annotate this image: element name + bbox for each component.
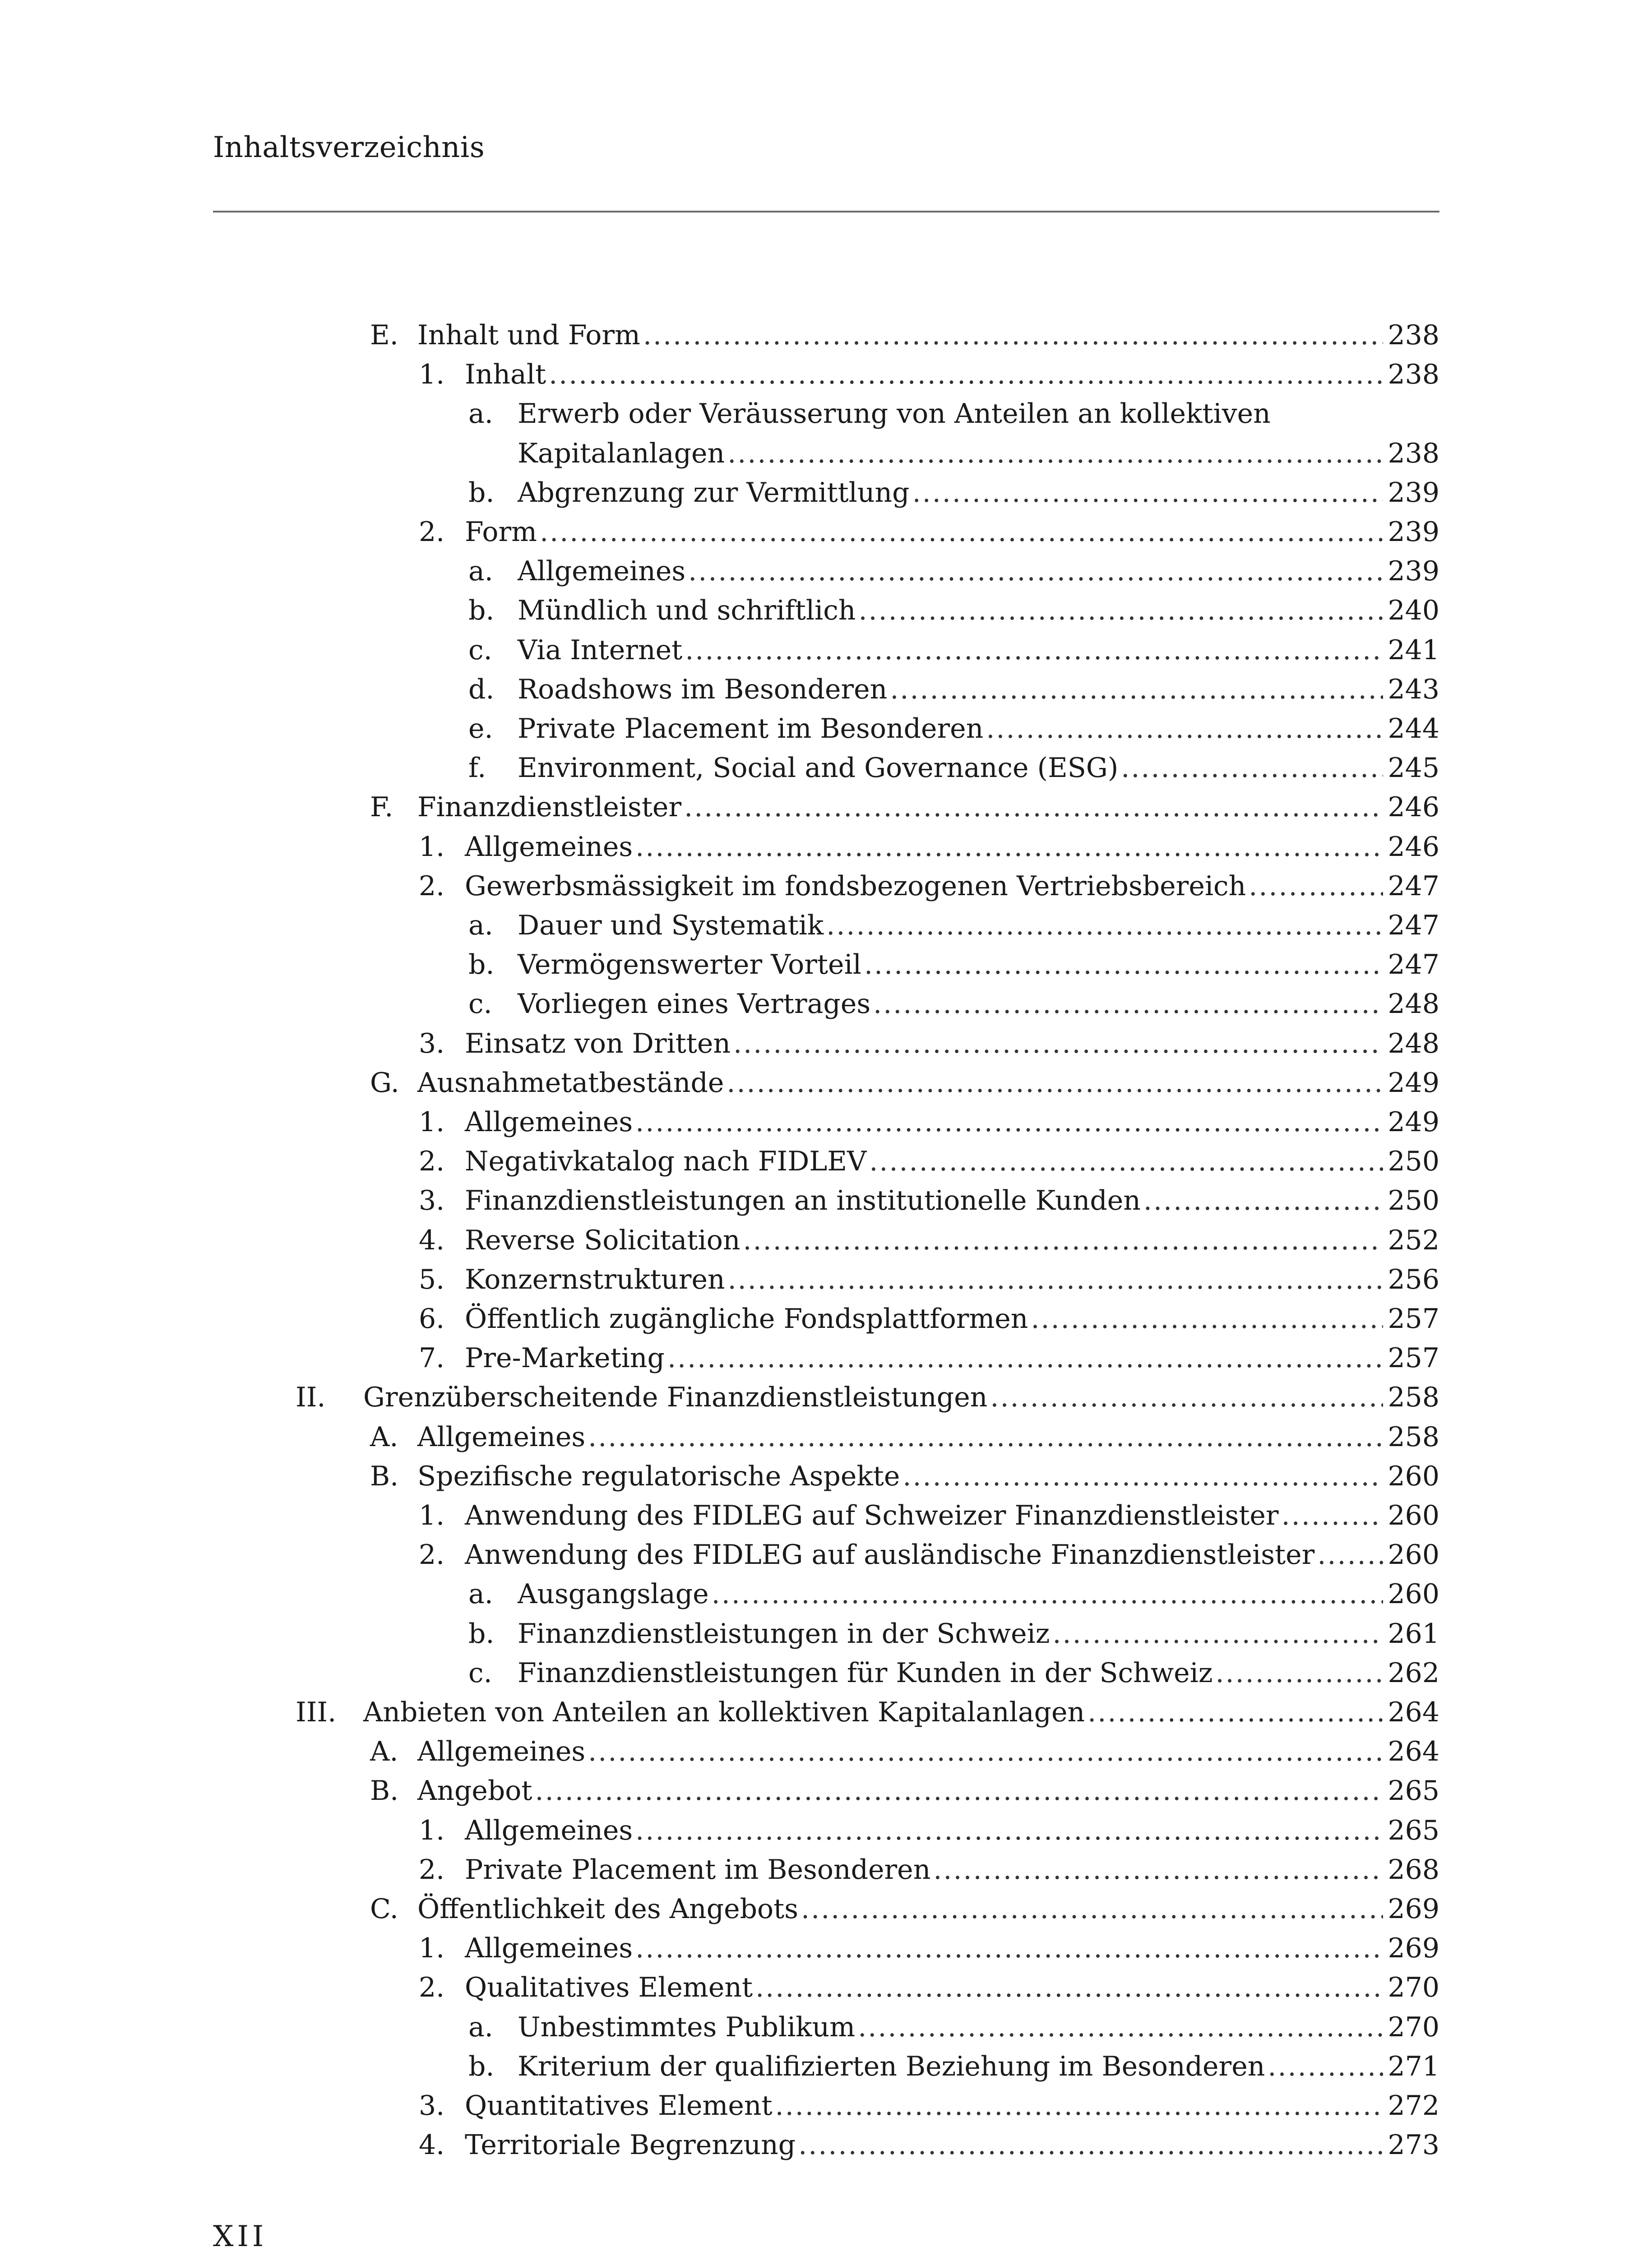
toc-entry-page: 239 <box>1388 555 1439 587</box>
toc-entry-page: 270 <box>1388 1972 1439 2004</box>
toc-entry-content <box>417 1732 1439 1771</box>
toc-entry-content <box>518 2047 1439 2086</box>
toc-entry-content <box>465 1968 1439 2007</box>
dot-leader <box>727 1063 1383 1102</box>
toc-entry-page: 262 <box>1388 1657 1439 1689</box>
page-number: XII <box>213 2220 268 2253</box>
toc-entry-number: 2. <box>419 1146 445 1178</box>
toc-entry-title: Allgemeines <box>518 555 686 587</box>
toc-entry[interactable] <box>0 906 1652 945</box>
toc-entry-content <box>518 749 1439 787</box>
toc-entry-title: Kriterium der qualifizierten Beziehung im Besonderen <box>518 2050 1265 2082</box>
toc-entry[interactable] <box>0 434 1652 473</box>
toc-entry[interactable] <box>0 1732 1652 1771</box>
toc-entry-number: 1. <box>419 831 445 863</box>
toc-entry-content <box>465 1024 1439 1063</box>
dot-leader <box>712 1575 1384 1613</box>
toc-entry-content <box>518 394 1271 433</box>
toc-entry-content <box>465 1339 1439 1378</box>
toc-entry-page: 261 <box>1388 1618 1439 1650</box>
toc-entry[interactable] <box>0 1221 1652 1260</box>
toc-entry-title: Gewerbsmässigkeit im fondsbezogenen Vertriebsbereich <box>465 870 1246 902</box>
toc-entry-content <box>518 552 1439 591</box>
toc-entry-content <box>518 1614 1439 1653</box>
toc-entry-number: 5. <box>419 1263 445 1295</box>
toc-entry-number: 2. <box>419 1539 445 1571</box>
toc-entry-content <box>518 434 1439 473</box>
toc-entry-number: C. <box>370 1893 398 1925</box>
toc-entry-number: c. <box>468 634 492 666</box>
toc-entry-page: 260 <box>1388 1578 1439 1610</box>
dot-leader <box>1031 1299 1383 1338</box>
toc-entry-number: 2. <box>419 870 445 902</box>
toc-entry-content <box>465 1850 1439 1889</box>
toc-entry-page: 264 <box>1388 1736 1439 1768</box>
running-header: Inhaltsverzeichnis <box>213 131 485 164</box>
toc-entry-number: II. <box>296 1382 326 1414</box>
toc-entry[interactable] <box>0 355 1652 394</box>
toc-entry-number: B. <box>370 1775 399 1807</box>
toc-entry-number: e. <box>468 713 493 744</box>
dot-leader <box>858 591 1383 630</box>
toc-entry-content <box>465 1535 1439 1574</box>
toc-entry-page: 248 <box>1388 988 1439 1020</box>
toc-entry-page: 249 <box>1388 1067 1439 1099</box>
dot-leader <box>535 1771 1384 1810</box>
toc-entry-number: b. <box>468 2050 495 2082</box>
toc-entry-content <box>465 1299 1439 1338</box>
toc-entry-title: Private Placement im Besonderen <box>518 713 984 744</box>
toc-entry[interactable] <box>0 1693 1652 1732</box>
toc-entry[interactable] <box>0 1929 1652 1968</box>
toc-entry[interactable] <box>0 473 1652 512</box>
toc-entry-number: 4. <box>419 2129 445 2161</box>
toc-entry-page: 265 <box>1388 1775 1439 1807</box>
toc-entry-number: d. <box>468 673 495 705</box>
toc-entry-number: E. <box>370 319 398 351</box>
dot-leader <box>986 709 1383 748</box>
toc-entry-content <box>363 1378 1439 1417</box>
dot-leader <box>1121 749 1383 787</box>
toc-entry-content <box>518 473 1439 512</box>
toc-entry[interactable] <box>0 1063 1652 1102</box>
toc-entry-title: Quantitatives Element <box>465 2090 773 2122</box>
toc-entry-page: 269 <box>1388 1893 1439 1925</box>
toc-entry[interactable] <box>0 709 1652 748</box>
toc-entry-content <box>465 1929 1439 1968</box>
toc-entry-content <box>518 591 1439 630</box>
toc-entry-title: Pre-Marketing <box>465 1342 665 1374</box>
toc-entry-content <box>518 906 1439 945</box>
toc-entry-title: Private Placement im Besonderen <box>465 1854 931 1886</box>
toc-entry[interactable] <box>0 2008 1652 2047</box>
toc-entry-content <box>465 1260 1439 1299</box>
dot-leader <box>1282 1496 1384 1535</box>
toc-entry[interactable] <box>0 1260 1652 1299</box>
dot-leader <box>798 2126 1383 2164</box>
toc-entry[interactable] <box>0 788 1652 827</box>
toc-entry[interactable] <box>0 1378 1652 1417</box>
dot-leader <box>540 513 1383 551</box>
toc-entry-content <box>417 1771 1439 1810</box>
toc-entry-content <box>417 1890 1439 1928</box>
toc-entry-page: 265 <box>1388 1814 1439 1846</box>
toc-entry-number: 2. <box>419 516 445 548</box>
toc-entry-title: Grenzüberscheitende Finanzdienstleistungen <box>363 1382 988 1414</box>
toc-entry[interactable] <box>0 670 1652 709</box>
toc-entry-title: Allgemeines <box>465 1814 633 1846</box>
toc-entry-content <box>417 1457 1439 1496</box>
toc-entry-number: 4. <box>419 1224 445 1256</box>
dot-leader <box>1215 1654 1383 1692</box>
dot-leader <box>635 1103 1383 1142</box>
dot-leader <box>933 1850 1383 1889</box>
toc-entry-title: Vermögenswerter Vorteil <box>518 949 861 981</box>
toc-entry-number: F. <box>370 791 393 823</box>
toc-entry-page: 240 <box>1388 595 1439 627</box>
toc-entry-number: 3. <box>419 1027 445 1059</box>
dot-leader <box>733 1024 1383 1063</box>
toc-entry-page: 247 <box>1388 870 1439 902</box>
toc-entry-content <box>465 828 1439 866</box>
toc-entry-number: 1. <box>419 1500 445 1531</box>
toc-entry-content <box>417 1063 1439 1102</box>
toc-entry-number: a. <box>468 398 493 430</box>
toc-entry-title: Öffentlichkeit des Angebots <box>417 1893 799 1925</box>
dot-leader <box>635 828 1383 866</box>
toc-entry-title: Reverse Solicitation <box>465 1224 740 1256</box>
toc-entry-title: Finanzdienstleistungen in der Schweiz <box>518 1618 1050 1650</box>
toc-entry-number: G. <box>370 1067 399 1099</box>
toc-entry-page: 258 <box>1388 1421 1439 1453</box>
toc-entry-title: Erwerb oder Veräusserung von Anteilen an kollektiven <box>518 398 1271 430</box>
toc-entry-title: Unbestimmtes Publikum <box>518 2011 856 2043</box>
toc-entry[interactable] <box>0 2047 1652 2086</box>
dot-leader <box>684 788 1383 827</box>
toc-entry-page: 273 <box>1388 2129 1439 2161</box>
toc-entry-page: 250 <box>1388 1146 1439 1178</box>
toc-entry[interactable] <box>0 1339 1652 1378</box>
dot-leader <box>990 1378 1383 1417</box>
toc-entry-page: 246 <box>1388 831 1439 863</box>
toc-entry-content <box>465 1496 1439 1535</box>
toc-entry[interactable] <box>0 749 1652 787</box>
toc-entry-title: Allgemeines <box>465 1932 633 1965</box>
toc-entry[interactable] <box>0 985 1652 1023</box>
toc-entry-title: Roadshows im Besonderen <box>518 673 888 705</box>
dot-leader <box>1052 1614 1383 1653</box>
toc-entry[interactable] <box>0 1103 1652 1142</box>
toc-entry[interactable] <box>0 1890 1652 1928</box>
toc-entry-page: 247 <box>1388 910 1439 941</box>
toc-entry-content <box>465 2086 1439 2125</box>
toc-entry-page: 249 <box>1388 1106 1439 1138</box>
toc-entry-content <box>417 1418 1439 1456</box>
toc-entry[interactable] <box>0 1535 1652 1574</box>
dot-leader <box>890 670 1383 709</box>
toc-entry-title: Qualitatives Element <box>465 1972 753 2004</box>
toc-entry-title: Inhalt <box>465 359 546 391</box>
toc-entry[interactable] <box>0 1575 1652 1613</box>
toc-entry-number: 1. <box>419 1814 445 1846</box>
toc-entry-number: A. <box>370 1421 398 1453</box>
toc-entry[interactable] <box>0 1142 1652 1181</box>
toc-entry[interactable] <box>0 1299 1652 1338</box>
toc-entry-content <box>465 513 1439 551</box>
toc-entry-number: B. <box>370 1460 399 1492</box>
toc-entry[interactable] <box>0 513 1652 551</box>
toc-entry-title: Abgrenzung zur Vermittlung <box>518 476 910 509</box>
dot-leader <box>635 1929 1383 1968</box>
dot-leader <box>858 2008 1383 2047</box>
toc-entry[interactable] <box>0 945 1652 984</box>
toc-entry-title: Vorliegen eines Vertrages <box>518 988 871 1020</box>
toc-entry-content <box>465 1221 1439 1260</box>
toc-entry-page: 257 <box>1388 1342 1439 1374</box>
dot-leader <box>728 1260 1384 1299</box>
toc-entry-title: Finanzdienstleistungen an institutionelle Kunden <box>465 1185 1141 1217</box>
dot-leader <box>864 945 1384 984</box>
toc-entry-number: b. <box>468 1618 495 1650</box>
toc-entry-page: 264 <box>1388 1697 1439 1728</box>
toc-entry-title: Anwendung des FIDLEG auf ausländische Finanzdienstleister <box>465 1539 1315 1571</box>
toc-entry-title: Einsatz von Dritten <box>465 1027 731 1059</box>
toc-entry[interactable] <box>0 1850 1652 1889</box>
toc-entry-page: 239 <box>1388 476 1439 509</box>
toc-entry-content <box>518 1654 1439 1692</box>
dot-leader <box>1143 1181 1384 1220</box>
toc-entry-title: Via Internet <box>518 634 683 666</box>
toc-entry-content <box>518 709 1439 748</box>
dot-leader <box>869 1142 1383 1181</box>
toc-entry-page: 238 <box>1388 437 1439 469</box>
dot-leader <box>1249 867 1383 906</box>
toc-entry[interactable] <box>0 828 1652 866</box>
toc-entry-page: 256 <box>1388 1263 1439 1295</box>
toc-entry-number: 2. <box>419 1972 445 2004</box>
toc-entry-page: 252 <box>1388 1224 1439 1256</box>
dot-leader <box>873 985 1383 1023</box>
toc-entry-content <box>417 316 1439 355</box>
toc-entry-title: Konzernstrukturen <box>465 1263 725 1295</box>
toc-entry-content <box>518 670 1439 709</box>
toc-entry-number: a. <box>468 910 493 941</box>
toc-entry[interactable] <box>0 1024 1652 1063</box>
dot-leader <box>912 473 1384 512</box>
toc-entry-number: 1. <box>419 1932 445 1965</box>
toc-entry-number: 3. <box>419 2090 445 2122</box>
toc-entry-number: 2. <box>419 1854 445 1886</box>
toc-entry-page: 245 <box>1388 752 1439 784</box>
toc-entry-title: Dauer und Systematik <box>518 910 824 941</box>
dot-leader <box>588 1732 1383 1771</box>
toc-entry[interactable] <box>0 1771 1652 1810</box>
toc-entry-number: a. <box>468 555 493 587</box>
toc-entry[interactable] <box>0 631 1652 670</box>
dot-leader <box>588 1418 1383 1456</box>
toc-entry-title: Allgemeines <box>465 831 633 863</box>
dot-leader <box>1317 1535 1383 1574</box>
toc-entry-number: 3. <box>419 1185 445 1217</box>
dot-leader <box>667 1339 1384 1378</box>
toc-entry-title: Inhalt und Form <box>417 319 640 351</box>
toc-entry-content <box>465 355 1439 394</box>
toc-entry[interactable] <box>0 1654 1652 1692</box>
toc-entry-content <box>465 1103 1439 1142</box>
toc-entry-content <box>417 788 1439 827</box>
toc-entry-title: Anbieten von Anteilen an kollektiven Kapitalanlagen <box>363 1697 1085 1728</box>
toc-entry-page: 257 <box>1388 1303 1439 1335</box>
toc-entry-number: 6. <box>419 1303 445 1335</box>
toc-entry-content <box>363 1693 1439 1732</box>
toc-entry-title: Finanzdienstleistungen für Kunden in der Schweiz <box>518 1657 1213 1689</box>
toc-entry-title: Kapitalanlagen <box>518 437 725 469</box>
toc-entry-title: Ausnahmetatbestände <box>417 1067 724 1099</box>
toc-entry-page: 238 <box>1388 319 1439 351</box>
toc-entry-title: Angebot <box>417 1775 532 1807</box>
toc-entry-title: Environment, Social and Governance (ESG) <box>518 752 1119 784</box>
toc-entry-number: b. <box>468 949 495 981</box>
toc-entry[interactable] <box>0 591 1652 630</box>
toc-entry-title: Öffentlich zugängliche Fondsplattformen <box>465 1303 1028 1335</box>
toc-entry-page: 260 <box>1388 1500 1439 1531</box>
toc-entry-page: 244 <box>1388 713 1439 744</box>
toc-entry-number: 7. <box>419 1342 445 1374</box>
toc-entry-page: 247 <box>1388 949 1439 981</box>
toc-entry-page: 238 <box>1388 359 1439 391</box>
toc-entry-title: Form <box>465 516 537 548</box>
toc-entry[interactable] <box>0 1968 1652 2007</box>
toc-entry-page: 258 <box>1388 1382 1439 1414</box>
toc-entry-number: a. <box>468 1578 493 1610</box>
toc-entry-page: 269 <box>1388 1932 1439 1965</box>
toc-entry-title: Allgemeines <box>417 1421 586 1453</box>
toc-entry-content <box>518 2008 1439 2047</box>
toc-entry-page: 239 <box>1388 516 1439 548</box>
toc-entry-page: 260 <box>1388 1460 1439 1492</box>
toc-entry[interactable] <box>0 316 1652 355</box>
dot-leader <box>801 1890 1383 1928</box>
toc-entry-title: Ausgangslage <box>518 1578 709 1610</box>
toc-entry-page: 250 <box>1388 1185 1439 1217</box>
dot-leader <box>685 631 1383 670</box>
toc-entry-title: Territoriale Begrenzung <box>465 2129 796 2161</box>
toc-entry-content <box>465 1181 1439 1220</box>
toc-entry[interactable] <box>0 552 1652 591</box>
toc-entry-content <box>465 867 1439 906</box>
dot-leader <box>727 434 1383 473</box>
toc-entry[interactable] <box>0 1181 1652 1220</box>
toc-entry-content <box>465 1142 1439 1181</box>
toc-entry-number: 1. <box>419 359 445 391</box>
toc-entry-content <box>518 945 1439 984</box>
toc-entry-number: 1. <box>419 1106 445 1138</box>
toc-entry-page: 272 <box>1388 2090 1439 2122</box>
toc-entry-title: Mündlich und schriftlich <box>518 595 856 627</box>
toc-entry-content <box>465 1811 1439 1850</box>
dot-leader <box>826 906 1383 945</box>
toc-entry-number: c. <box>468 1657 492 1689</box>
toc-entry-content <box>518 985 1439 1023</box>
toc-entry[interactable] <box>0 2086 1652 2125</box>
toc-entry-number: III. <box>296 1697 337 1728</box>
toc-entry-page: 271 <box>1388 2050 1439 2082</box>
toc-entry-number: b. <box>468 595 495 627</box>
toc-entry-page: 243 <box>1388 673 1439 705</box>
toc-entry[interactable] <box>0 1811 1652 1850</box>
toc-entry-title: Finanzdienstleister <box>417 791 682 823</box>
toc-entry[interactable] <box>0 1614 1652 1653</box>
toc-entry-page: 246 <box>1388 791 1439 823</box>
dot-leader <box>549 355 1383 394</box>
dot-leader <box>635 1811 1383 1850</box>
toc-entry-page: 270 <box>1388 2011 1439 2043</box>
toc-entry-content <box>518 631 1439 670</box>
toc-entry-number: A. <box>370 1736 398 1768</box>
toc-entry-number: f. <box>468 752 486 784</box>
toc-entry-title: Anwendung des FIDLEG auf Schweizer Finanzdienstleister <box>465 1500 1279 1531</box>
toc-entry-number: b. <box>468 476 495 509</box>
dot-leader <box>755 1968 1383 2007</box>
dot-leader <box>1087 1693 1383 1732</box>
toc-entry[interactable] <box>0 1457 1652 1496</box>
toc-entry-page: 241 <box>1388 634 1439 666</box>
toc-entry-page: 268 <box>1388 1854 1439 1886</box>
toc-entry[interactable] <box>0 394 1652 433</box>
toc-entry[interactable] <box>0 2126 1652 2164</box>
toc-entry-title: Negativkatalog nach FIDLEV <box>465 1146 867 1178</box>
dot-leader <box>1268 2047 1383 2086</box>
header-rule <box>213 211 1439 213</box>
dot-leader <box>688 552 1383 591</box>
toc-entry-title: Spezifische regulatorische Aspekte <box>417 1460 900 1492</box>
dot-leader <box>643 316 1384 355</box>
dot-leader <box>743 1221 1384 1260</box>
toc-entry-number: c. <box>468 988 492 1020</box>
toc-entry-number: a. <box>468 2011 493 2043</box>
toc-entry-title: Allgemeines <box>465 1106 633 1138</box>
toc-entry-content <box>518 1575 1439 1613</box>
toc-entry[interactable] <box>0 867 1652 906</box>
toc-entry[interactable] <box>0 1496 1652 1535</box>
toc-entry[interactable] <box>0 1418 1652 1456</box>
toc-entry-page: 248 <box>1388 1027 1439 1059</box>
toc-entry-page: 260 <box>1388 1539 1439 1571</box>
dot-leader <box>902 1457 1383 1496</box>
toc-entry-title: Allgemeines <box>417 1736 586 1768</box>
dot-leader <box>775 2086 1384 2125</box>
toc-entry-content <box>465 2126 1439 2164</box>
